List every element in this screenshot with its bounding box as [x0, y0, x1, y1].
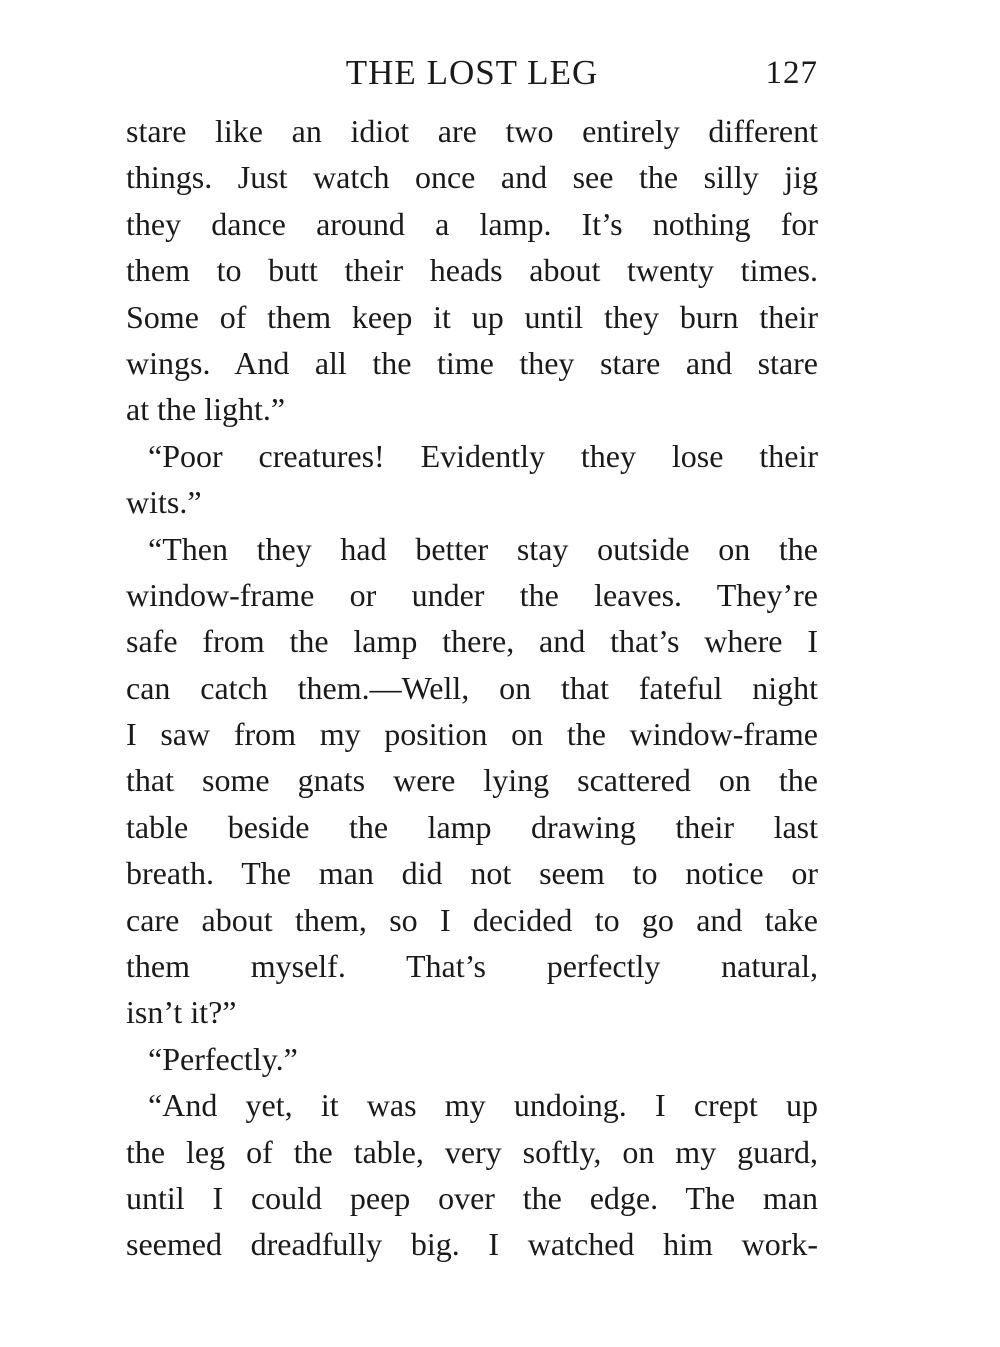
text-line: them myself. That’s perfectly natural,: [126, 948, 818, 985]
text-line: “And yet, it was my undoing. I crept up: [148, 1087, 818, 1124]
text-line: safe from the lamp there, and that’s where I: [126, 623, 818, 660]
text-line: they dance around a lamp. It’s nothing for: [126, 205, 818, 242]
text-line: stare like an idiot are two entirely different: [126, 113, 818, 149]
text-line: I saw from my position on the window-frame: [126, 716, 818, 753]
running-head: [126, 48, 818, 98]
text-line: isn’t it?”: [126, 994, 237, 1031]
text-line: seemed dreadfully big. I watched him work-: [126, 1226, 818, 1263]
text-line: breath. The man did not seem to notice or: [126, 855, 818, 892]
text-line: can catch them.—Well, on that fateful night: [126, 669, 818, 706]
text-line: the leg of the table, very softly, on my guard,: [126, 1133, 818, 1170]
body-text: [126, 108, 818, 1268]
text-line: things. Just watch once and see the silly jig: [126, 159, 818, 196]
text-line: Some of them keep it up until they burn their: [126, 298, 818, 335]
text-line: wings. And all the time they stare and stare: [126, 344, 818, 381]
text-line: them to butt their heads about twenty times.: [126, 252, 818, 289]
text-line: window-frame or under the leaves. They’re: [126, 576, 818, 613]
running-title: THE LOST LEG: [345, 53, 599, 92]
text-line: table beside the lamp drawing their last: [126, 808, 818, 845]
text-line: “Poor creatures! Evidently they lose their: [148, 437, 818, 474]
text-line: “Perfectly.”: [148, 1040, 298, 1077]
text-line: until I could peep over the edge. The man: [126, 1179, 818, 1216]
text-line: “Then they had better stay outside on the: [148, 530, 818, 567]
text-line: wits.”: [126, 484, 202, 521]
page-number: 127: [765, 55, 818, 91]
text-line: that some gnats were lying scattered on the: [126, 762, 818, 799]
text-line: at the light.”: [126, 391, 286, 428]
text-line: care about them, so I decided to go and take: [126, 901, 818, 938]
